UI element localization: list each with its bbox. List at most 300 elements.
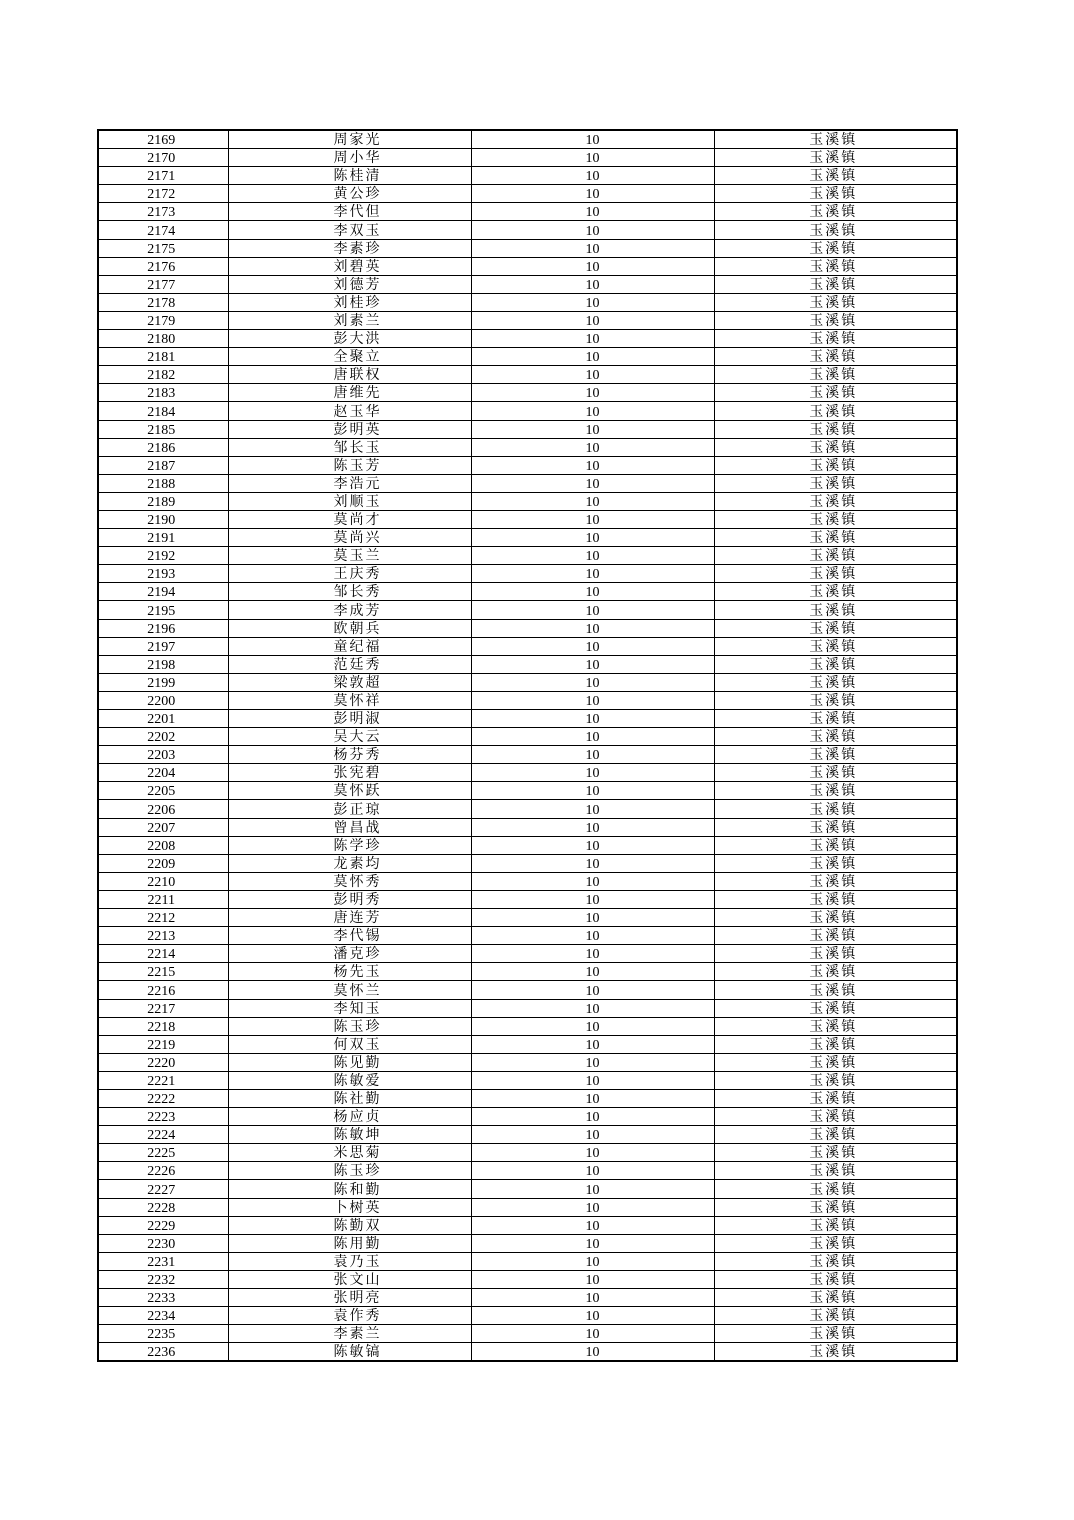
name-cell: 莫怀兰 (228, 981, 471, 999)
name-cell: 杨应贞 (228, 1108, 471, 1126)
row-number-cell: 2170 (98, 149, 228, 167)
town-cell: 玉溪镇 (714, 637, 957, 655)
table-row (98, 529, 957, 547)
name-cell: 张明亮 (228, 1289, 471, 1307)
town-cell: 玉溪镇 (714, 1198, 957, 1216)
town-cell: 玉溪镇 (714, 945, 957, 963)
name-cell: 李成芳 (228, 601, 471, 619)
town-cell: 玉溪镇 (714, 872, 957, 890)
town-cell: 玉溪镇 (714, 836, 957, 854)
table-row (98, 909, 957, 927)
row-number-cell: 2219 (98, 1035, 228, 1053)
town-cell: 玉溪镇 (714, 1270, 957, 1288)
amount-cell: 10 (471, 764, 714, 782)
name-cell: 陈学珍 (228, 836, 471, 854)
name-cell: 周小华 (228, 149, 471, 167)
row-number-cell: 2200 (98, 691, 228, 709)
row-number-cell: 2172 (98, 185, 228, 203)
amount-cell: 10 (471, 999, 714, 1017)
row-number-cell: 2169 (98, 130, 228, 149)
amount-cell: 10 (471, 149, 714, 167)
amount-cell: 10 (471, 945, 714, 963)
amount-cell: 10 (471, 221, 714, 239)
row-number-cell: 2188 (98, 474, 228, 492)
amount-cell: 10 (471, 1071, 714, 1089)
name-cell: 李双玉 (228, 221, 471, 239)
table-row (98, 366, 957, 384)
name-cell: 杨先玉 (228, 963, 471, 981)
row-number-cell: 2171 (98, 167, 228, 185)
amount-cell: 10 (471, 909, 714, 927)
amount-cell: 10 (471, 1017, 714, 1035)
name-cell: 莫尚才 (228, 510, 471, 528)
name-cell: 莫怀祥 (228, 691, 471, 709)
name-cell: 彭明秀 (228, 890, 471, 908)
name-cell: 陈用勤 (228, 1234, 471, 1252)
amount-cell: 10 (471, 420, 714, 438)
town-cell: 玉溪镇 (714, 330, 957, 348)
row-number-cell: 2212 (98, 909, 228, 927)
town-cell: 玉溪镇 (714, 529, 957, 547)
town-cell: 玉溪镇 (714, 601, 957, 619)
amount-cell: 10 (471, 1198, 714, 1216)
town-cell: 玉溪镇 (714, 492, 957, 510)
table-row (98, 330, 957, 348)
row-number-cell: 2177 (98, 275, 228, 293)
name-cell: 全聚立 (228, 348, 471, 366)
town-cell: 玉溪镇 (714, 963, 957, 981)
name-cell: 李素兰 (228, 1325, 471, 1343)
name-cell: 莫尚兴 (228, 529, 471, 547)
row-number-cell: 2214 (98, 945, 228, 963)
amount-cell: 10 (471, 203, 714, 221)
table-row (98, 311, 957, 329)
row-number-cell: 2216 (98, 981, 228, 999)
town-cell: 玉溪镇 (714, 311, 957, 329)
town-cell: 玉溪镇 (714, 1252, 957, 1270)
amount-cell: 10 (471, 384, 714, 402)
town-cell: 玉溪镇 (714, 800, 957, 818)
town-cell: 玉溪镇 (714, 1325, 957, 1343)
town-cell: 玉溪镇 (714, 619, 957, 637)
table-row (98, 1162, 957, 1180)
name-cell: 陈桂清 (228, 167, 471, 185)
row-number-cell: 2175 (98, 239, 228, 257)
town-cell: 玉溪镇 (714, 239, 957, 257)
town-cell: 玉溪镇 (714, 1234, 957, 1252)
town-cell: 玉溪镇 (714, 167, 957, 185)
town-cell: 玉溪镇 (714, 275, 957, 293)
row-number-cell: 2204 (98, 764, 228, 782)
town-cell: 玉溪镇 (714, 583, 957, 601)
amount-cell: 10 (471, 655, 714, 673)
table-row (98, 257, 957, 275)
town-cell: 玉溪镇 (714, 1108, 957, 1126)
row-number-cell: 2227 (98, 1180, 228, 1198)
row-number-cell: 2187 (98, 456, 228, 474)
table-row (98, 402, 957, 420)
name-cell: 陈玉芳 (228, 456, 471, 474)
row-number-cell: 2195 (98, 601, 228, 619)
amount-cell: 10 (471, 981, 714, 999)
table-row (98, 673, 957, 691)
row-number-cell: 2236 (98, 1343, 228, 1362)
town-cell: 玉溪镇 (714, 1343, 957, 1362)
town-cell: 玉溪镇 (714, 1162, 957, 1180)
town-cell: 玉溪镇 (714, 764, 957, 782)
table-row (98, 1108, 957, 1126)
row-number-cell: 2209 (98, 854, 228, 872)
name-cell: 李代但 (228, 203, 471, 221)
name-cell: 唐联权 (228, 366, 471, 384)
name-cell: 李素珍 (228, 239, 471, 257)
row-number-cell: 2203 (98, 746, 228, 764)
name-cell: 邹长秀 (228, 583, 471, 601)
row-number-cell: 2181 (98, 348, 228, 366)
name-cell: 周家光 (228, 130, 471, 149)
table-row (98, 1216, 957, 1234)
town-cell: 玉溪镇 (714, 1144, 957, 1162)
name-cell: 刘素兰 (228, 311, 471, 329)
name-cell: 吴大云 (228, 728, 471, 746)
amount-cell: 10 (471, 565, 714, 583)
name-cell: 莫怀跃 (228, 782, 471, 800)
row-number-cell: 2183 (98, 384, 228, 402)
table-row (98, 438, 957, 456)
row-number-cell: 2218 (98, 1017, 228, 1035)
amount-cell: 10 (471, 1307, 714, 1325)
table-row (98, 746, 957, 764)
name-cell: 张文山 (228, 1270, 471, 1288)
amount-cell: 10 (471, 691, 714, 709)
table-row (98, 1144, 957, 1162)
name-cell: 刘德芳 (228, 275, 471, 293)
town-cell: 玉溪镇 (714, 1017, 957, 1035)
amount-cell: 10 (471, 438, 714, 456)
table-row (98, 927, 957, 945)
amount-cell: 10 (471, 1343, 714, 1362)
row-number-cell: 2174 (98, 221, 228, 239)
row-number-cell: 2223 (98, 1108, 228, 1126)
row-number-cell: 2178 (98, 293, 228, 311)
row-number-cell: 2224 (98, 1126, 228, 1144)
data-table (97, 129, 958, 1362)
table-row (98, 1289, 957, 1307)
town-cell: 玉溪镇 (714, 366, 957, 384)
row-number-cell: 2235 (98, 1325, 228, 1343)
amount-cell: 10 (471, 547, 714, 565)
table-row (98, 221, 957, 239)
amount-cell: 10 (471, 330, 714, 348)
table-row (98, 348, 957, 366)
name-cell: 陈和勤 (228, 1180, 471, 1198)
table-row (98, 293, 957, 311)
amount-cell: 10 (471, 167, 714, 185)
table-row (98, 872, 957, 890)
table-body (98, 130, 957, 1361)
row-number-cell: 2202 (98, 728, 228, 746)
row-number-cell: 2186 (98, 438, 228, 456)
town-cell: 玉溪镇 (714, 456, 957, 474)
name-cell: 欧朝兵 (228, 619, 471, 637)
table-row (98, 963, 957, 981)
table-row (98, 510, 957, 528)
town-cell: 玉溪镇 (714, 1071, 957, 1089)
name-cell: 莫怀秀 (228, 872, 471, 890)
row-number-cell: 2191 (98, 529, 228, 547)
town-cell: 玉溪镇 (714, 149, 957, 167)
amount-cell: 10 (471, 872, 714, 890)
row-number-cell: 2206 (98, 800, 228, 818)
row-number-cell: 2221 (98, 1071, 228, 1089)
amount-cell: 10 (471, 293, 714, 311)
name-cell: 陈社勤 (228, 1089, 471, 1107)
amount-cell: 10 (471, 619, 714, 637)
name-cell: 彭大洪 (228, 330, 471, 348)
row-number-cell: 2184 (98, 402, 228, 420)
town-cell: 玉溪镇 (714, 728, 957, 746)
name-cell: 黄公珍 (228, 185, 471, 203)
table-row (98, 728, 957, 746)
amount-cell: 10 (471, 710, 714, 728)
amount-cell: 10 (471, 927, 714, 945)
amount-cell: 10 (471, 1180, 714, 1198)
row-number-cell: 2228 (98, 1198, 228, 1216)
table-row (98, 203, 957, 221)
table-row (98, 1035, 957, 1053)
name-cell: 袁乃玉 (228, 1252, 471, 1270)
table-row (98, 981, 957, 999)
table-row (98, 130, 957, 149)
name-cell: 李浩元 (228, 474, 471, 492)
town-cell: 玉溪镇 (714, 1053, 957, 1071)
row-number-cell: 2208 (98, 836, 228, 854)
table-row (98, 782, 957, 800)
name-cell: 陈见勤 (228, 1053, 471, 1071)
town-cell: 玉溪镇 (714, 782, 957, 800)
row-number-cell: 2179 (98, 311, 228, 329)
row-number-cell: 2182 (98, 366, 228, 384)
name-cell: 陈玉珍 (228, 1162, 471, 1180)
amount-cell: 10 (471, 402, 714, 420)
amount-cell: 10 (471, 1126, 714, 1144)
name-cell: 何双玉 (228, 1035, 471, 1053)
table-row (98, 818, 957, 836)
amount-cell: 10 (471, 1053, 714, 1071)
town-cell: 玉溪镇 (714, 673, 957, 691)
table-row (98, 547, 957, 565)
name-cell: 刘桂珍 (228, 293, 471, 311)
town-cell: 玉溪镇 (714, 565, 957, 583)
row-number-cell: 2196 (98, 619, 228, 637)
town-cell: 玉溪镇 (714, 1307, 957, 1325)
name-cell: 陈敏坤 (228, 1126, 471, 1144)
table-row (98, 1017, 957, 1035)
town-cell: 玉溪镇 (714, 221, 957, 239)
row-number-cell: 2198 (98, 655, 228, 673)
amount-cell: 10 (471, 185, 714, 203)
row-number-cell: 2215 (98, 963, 228, 981)
town-cell: 玉溪镇 (714, 1289, 957, 1307)
amount-cell: 10 (471, 1089, 714, 1107)
row-number-cell: 2231 (98, 1252, 228, 1270)
town-cell: 玉溪镇 (714, 384, 957, 402)
name-cell: 卜树英 (228, 1198, 471, 1216)
table-row (98, 492, 957, 510)
table-row (98, 945, 957, 963)
name-cell: 梁敦超 (228, 673, 471, 691)
amount-cell: 10 (471, 673, 714, 691)
town-cell: 玉溪镇 (714, 981, 957, 999)
town-cell: 玉溪镇 (714, 818, 957, 836)
town-cell: 玉溪镇 (714, 1180, 957, 1198)
row-number-cell: 2229 (98, 1216, 228, 1234)
town-cell: 玉溪镇 (714, 185, 957, 203)
name-cell: 杨芬秀 (228, 746, 471, 764)
amount-cell: 10 (471, 1162, 714, 1180)
row-number-cell: 2232 (98, 1270, 228, 1288)
table-row (98, 1252, 957, 1270)
table-row (98, 167, 957, 185)
row-number-cell: 2233 (98, 1289, 228, 1307)
row-number-cell: 2199 (98, 673, 228, 691)
row-number-cell: 2217 (98, 999, 228, 1017)
table-row (98, 999, 957, 1017)
table-row (98, 1325, 957, 1343)
amount-cell: 10 (471, 1035, 714, 1053)
table-row (98, 1071, 957, 1089)
town-cell: 玉溪镇 (714, 348, 957, 366)
town-cell: 玉溪镇 (714, 510, 957, 528)
table-row (98, 1126, 957, 1144)
town-cell: 玉溪镇 (714, 420, 957, 438)
table-row (98, 890, 957, 908)
amount-cell: 10 (471, 782, 714, 800)
table-row (98, 601, 957, 619)
amount-cell: 10 (471, 348, 714, 366)
name-cell: 袁作秀 (228, 1307, 471, 1325)
row-number-cell: 2173 (98, 203, 228, 221)
amount-cell: 10 (471, 510, 714, 528)
row-number-cell: 2197 (98, 637, 228, 655)
amount-cell: 10 (471, 492, 714, 510)
table-row (98, 1198, 957, 1216)
town-cell: 玉溪镇 (714, 999, 957, 1017)
row-number-cell: 2230 (98, 1234, 228, 1252)
town-cell: 玉溪镇 (714, 293, 957, 311)
table-row (98, 384, 957, 402)
table-row (98, 836, 957, 854)
amount-cell: 10 (471, 1252, 714, 1270)
table-row (98, 854, 957, 872)
name-cell: 彭明淑 (228, 710, 471, 728)
row-number-cell: 2190 (98, 510, 228, 528)
table-row (98, 1343, 957, 1362)
amount-cell: 10 (471, 818, 714, 836)
name-cell: 唐维先 (228, 384, 471, 402)
amount-cell: 10 (471, 1289, 714, 1307)
name-cell: 陈勤双 (228, 1216, 471, 1234)
amount-cell: 10 (471, 130, 714, 149)
town-cell: 玉溪镇 (714, 909, 957, 927)
name-cell: 曾昌战 (228, 818, 471, 836)
town-cell: 玉溪镇 (714, 890, 957, 908)
table-row (98, 149, 957, 167)
amount-cell: 10 (471, 257, 714, 275)
row-number-cell: 2176 (98, 257, 228, 275)
amount-cell: 10 (471, 456, 714, 474)
amount-cell: 10 (471, 1216, 714, 1234)
table-row (98, 456, 957, 474)
table-row (98, 1234, 957, 1252)
name-cell: 刘顺玉 (228, 492, 471, 510)
town-cell: 玉溪镇 (714, 438, 957, 456)
amount-cell: 10 (471, 1108, 714, 1126)
amount-cell: 10 (471, 601, 714, 619)
town-cell: 玉溪镇 (714, 1126, 957, 1144)
amount-cell: 10 (471, 836, 714, 854)
town-cell: 玉溪镇 (714, 1216, 957, 1234)
row-number-cell: 2234 (98, 1307, 228, 1325)
name-cell: 童纪福 (228, 637, 471, 655)
row-number-cell: 2220 (98, 1053, 228, 1071)
row-number-cell: 2205 (98, 782, 228, 800)
town-cell: 玉溪镇 (714, 130, 957, 149)
name-cell: 李知玉 (228, 999, 471, 1017)
amount-cell: 10 (471, 637, 714, 655)
table-row (98, 764, 957, 782)
name-cell: 陈敏爱 (228, 1071, 471, 1089)
amount-cell: 10 (471, 583, 714, 601)
name-cell: 邹长玉 (228, 438, 471, 456)
amount-cell: 10 (471, 275, 714, 293)
row-number-cell: 2185 (98, 420, 228, 438)
town-cell: 玉溪镇 (714, 547, 957, 565)
table-row (98, 655, 957, 673)
row-number-cell: 2213 (98, 927, 228, 945)
name-cell: 龙素均 (228, 854, 471, 872)
town-cell: 玉溪镇 (714, 691, 957, 709)
town-cell: 玉溪镇 (714, 927, 957, 945)
row-number-cell: 2211 (98, 890, 228, 908)
amount-cell: 10 (471, 800, 714, 818)
row-number-cell: 2193 (98, 565, 228, 583)
amount-cell: 10 (471, 239, 714, 257)
table-row (98, 800, 957, 818)
town-cell: 玉溪镇 (714, 1035, 957, 1053)
table-row (98, 185, 957, 203)
name-cell: 莫玉兰 (228, 547, 471, 565)
amount-cell: 10 (471, 474, 714, 492)
town-cell: 玉溪镇 (714, 655, 957, 673)
row-number-cell: 2201 (98, 710, 228, 728)
table-row (98, 1053, 957, 1071)
town-cell: 玉溪镇 (714, 203, 957, 221)
row-number-cell: 2180 (98, 330, 228, 348)
table-row (98, 474, 957, 492)
name-cell: 陈敏镐 (228, 1343, 471, 1362)
row-number-cell: 2210 (98, 872, 228, 890)
amount-cell: 10 (471, 963, 714, 981)
amount-cell: 10 (471, 366, 714, 384)
town-cell: 玉溪镇 (714, 402, 957, 420)
row-number-cell: 2192 (98, 547, 228, 565)
amount-cell: 10 (471, 1270, 714, 1288)
town-cell: 玉溪镇 (714, 710, 957, 728)
table-row (98, 1307, 957, 1325)
name-cell: 范廷秀 (228, 655, 471, 673)
row-number-cell: 2226 (98, 1162, 228, 1180)
